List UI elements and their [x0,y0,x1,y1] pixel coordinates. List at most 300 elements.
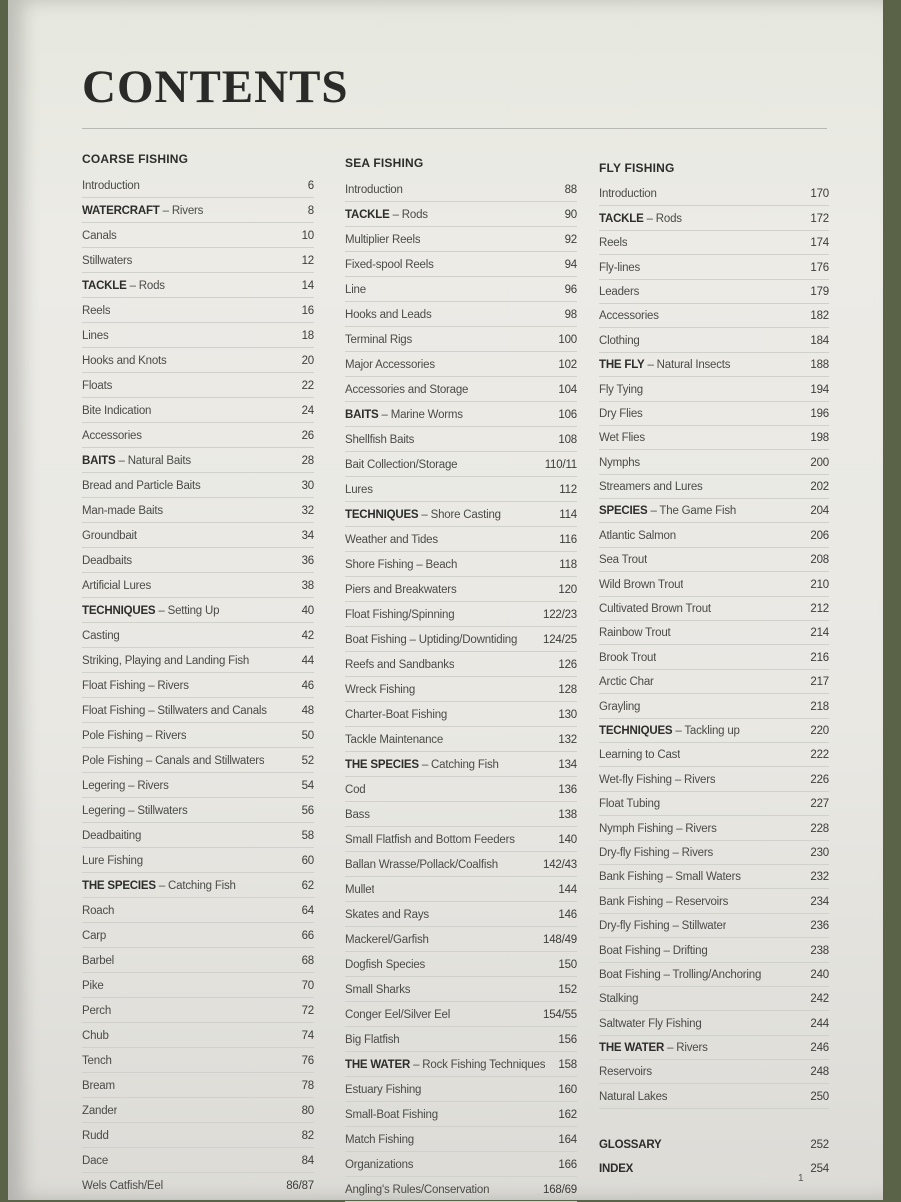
entry-title [345,429,414,451]
toc-entry [82,1123,314,1148]
entry-page-number: 166 [558,1159,577,1171]
entry-page-number: 184 [810,334,829,347]
entry-title [599,793,660,815]
entry-text: Small Flatfish and Bottom Feeders [345,834,515,846]
entry-page-number: 8 [307,205,314,217]
toc-entry [82,473,314,498]
entry-title [82,750,264,772]
entry-page-number: 14 [301,280,314,292]
entry-text: Rudd [82,1130,109,1142]
entry-title [345,854,498,876]
page-number: 1 [798,1173,804,1184]
entry-page-number: 32 [301,505,314,517]
entry-page-number: 206 [810,529,829,542]
entry-page-number: 76 [301,1055,314,1067]
entry-page-number: 228 [810,822,829,835]
entry-page-number: 226 [810,773,829,786]
entry-title [599,964,761,986]
section-heading: COARSE FISHING [82,152,189,166]
toc-entry [599,719,829,743]
entry-text: Arctic Char [599,676,654,689]
toc-column-coarse-fishing [82,150,314,1198]
entry-page-number: 24 [301,405,314,417]
entry-page-number: 216 [810,651,829,664]
toc-entry [599,450,829,474]
entry-page-number: 248 [810,1066,829,1079]
entry-text: – The Game Fish [647,505,737,518]
toc-entry [599,694,829,718]
entry-page-number: 72 [301,1005,314,1017]
entry-title [599,452,640,474]
toc-column-fly-fishing [599,159,829,1180]
entry-title [345,554,457,576]
entry-page-number: 110/11 [544,459,577,471]
entry-page-number: 70 [301,980,314,992]
toc-entry [82,748,314,773]
entry-text: Introduction [599,188,657,201]
entry-text: – Rods [389,209,428,221]
back-matter-list [599,1133,829,1180]
toc-list [599,182,829,1109]
entry-page-number: 144 [558,884,577,896]
entry-page-number: 46 [301,680,314,692]
entry-title [345,829,515,851]
toc-entry [82,973,314,998]
entry-title [345,654,454,676]
entry-text: Wreck Fishing [345,684,416,696]
entry-page-number: 48 [301,705,314,717]
toc-entry [599,645,829,669]
entry-text: Float Fishing/Spinning [345,609,455,621]
entry-page-number: 120 [558,584,577,596]
entry-text: Canals [82,230,117,242]
entry-page-number: 10 [301,230,314,242]
spacer [599,1109,829,1133]
toc-entry [82,523,314,548]
entry-page-number: 34 [301,530,314,542]
entry-text: Legering – Rivers [82,780,169,792]
toc-entry [82,698,314,723]
toc-entry [82,848,314,873]
entry-page-number: 227 [810,798,829,811]
entry-title [599,866,741,888]
entry-text: Groundbait [82,530,137,542]
toc-entry [82,1173,314,1198]
entry-page-number: 126 [558,659,577,671]
entry-title [599,500,736,522]
toc-entry [599,792,829,816]
entry-page-number: 204 [810,505,829,518]
entry-text: Tench [82,1055,112,1067]
entry-title [345,929,429,951]
entry-title [82,775,169,797]
entry-section-keyword: TECHNIQUES [82,605,156,617]
entry-section-keyword: SPECIES [599,505,648,518]
entry-title [82,450,191,472]
entry-title [599,1061,652,1083]
toc-entry [345,577,577,602]
entry-text: Bait Collection/Storage [345,459,458,471]
entry-text: Floats [82,380,113,392]
toc-entry [345,602,577,627]
entry-title [599,891,728,913]
entry-title [82,300,110,322]
entry-page-number: 254 [810,1162,829,1175]
entry-page-number: 208 [810,554,829,567]
toc-list [345,177,577,1202]
entry-title [345,1129,414,1151]
entry-title [82,1000,111,1022]
toc-entry [599,597,829,621]
entry-text: Deadbaits [82,555,132,567]
entry-title [345,1004,450,1026]
toc-entry [599,523,829,547]
entry-title [82,175,140,197]
entry-title [345,979,410,1001]
entry-text: Angling's Rules/Conservation [345,1184,490,1196]
entry-text: Multiplier Reels [345,234,421,246]
toc-entry [345,252,577,277]
entry-title [599,427,645,449]
toc-entry [82,423,314,448]
entry-title [345,1104,438,1126]
entry-title [345,1079,421,1101]
entry-page-number: 122/23 [543,609,577,621]
entry-section-keyword: THE SPECIES [345,759,419,771]
entry-text: Cultivated Brown Trout [599,603,711,616]
entry-text: Major Accessories [345,359,435,371]
entry-page-number: 100 [558,334,577,346]
entry-text: Accessories [82,430,142,442]
entry-text: – Catching Fish [155,880,236,892]
entry-text: Piers and Breakwaters [345,584,457,596]
toc-entry [599,1084,829,1108]
entry-text: Accessories [599,310,659,323]
entry-title [82,900,114,922]
entry-page-number: 232 [810,871,829,884]
toc-entry [599,499,829,523]
toc-entry [345,1077,577,1102]
toc-entry [345,1002,577,1027]
toc-entry [345,402,577,427]
toc-entry [599,621,829,645]
entry-title [82,625,120,647]
entry-page-number: 58 [301,830,314,842]
entry-text: Lines [82,330,109,342]
entry-page-number: 116 [559,534,577,546]
toc-entry [345,502,577,527]
entry-title [82,1100,117,1122]
toc-entry [82,673,314,698]
entry-page-number: 250 [810,1090,829,1103]
toc-entry [345,452,577,477]
entry-text: Bite Indication [82,405,152,417]
entry-text: Dace [82,1155,109,1167]
entry-page-number: 244 [810,1017,829,1030]
toc-entry [82,573,314,598]
toc-entry [345,727,577,752]
entry-title [599,818,717,840]
entry-text: Hooks and Knots [82,355,167,367]
entry-title [599,988,638,1010]
entry-text: Wild Brown Trout [599,578,684,591]
entry-text: – Rivers [159,205,204,217]
entry-title [599,208,682,230]
entry-page-number: 236 [810,920,829,933]
entry-text: Float Fishing – Stillwaters and Canals [82,705,267,717]
entry-page-number: 200 [810,456,829,469]
toc-entry [82,448,314,473]
toc-entry [82,398,314,423]
entry-page-number: 154/55 [543,1009,577,1021]
entry-text: Casting [82,630,120,642]
entry-title [599,403,643,425]
entry-page-number: 56 [301,805,314,817]
entry-title [82,650,249,672]
entry-page-number: 20 [301,355,314,367]
entry-title [345,479,373,501]
entry-page-number: 198 [810,432,829,445]
entry-title [82,1175,163,1197]
entry-text: Tackle Maintenance [345,734,444,746]
toc-entry [82,723,314,748]
entry-title [82,950,114,972]
toc-entry [599,182,829,206]
entry-page-number: 42 [301,630,314,642]
section-heading: SEA FISHING [345,156,424,170]
entry-text: – Natural Insects [644,359,731,372]
entry-title [345,754,499,776]
entry-text: Nymphs [599,456,640,469]
entry-title [345,504,501,526]
toc-entry [599,841,829,865]
entry-page-number: 210 [810,578,829,591]
entry-title [82,600,219,622]
entry-title [82,1075,115,1097]
entry-page-number: 220 [810,724,829,737]
toc-entry [599,426,829,450]
entry-text: – Rods [643,212,682,225]
entry-title [82,325,109,347]
entry-page-number: 78 [301,1080,314,1092]
entry-title [82,850,143,872]
toc-entry [345,852,577,877]
entry-title [82,1025,109,1047]
entry-page-number: 102 [558,359,577,371]
entry-title [599,281,639,303]
entry-title [82,800,188,822]
entry-title [599,696,640,718]
toc-entry [345,1152,577,1177]
toc-entry [345,627,577,652]
entry-section-keyword: TACKLE [345,209,390,221]
entry-page-number: 80 [301,1105,314,1117]
entry-text: Reels [82,305,111,317]
toc-entry [599,1133,829,1156]
entry-title [599,1037,708,1059]
entry-title [599,720,740,742]
toc-entry [82,273,314,298]
entry-page-number: 104 [558,384,577,396]
entry-page-number: 230 [810,846,829,859]
entry-section-keyword: TECHNIQUES [599,724,673,737]
entry-text: Weather and Tides [345,534,438,546]
entry-page-number: 88 [564,184,577,196]
entry-page-number: 28 [301,455,314,467]
toc-entry [599,889,829,913]
entry-text: Learning to Cast [599,749,681,762]
entry-text: Legering – Stillwaters [82,805,188,817]
entry-title [599,232,627,254]
toc-entry [345,552,577,577]
entry-title [345,904,429,926]
entry-title [599,549,647,571]
entry-text: Skates and Rays [345,909,429,921]
entry-page-number: 182 [810,310,829,323]
entry-title [599,1013,702,1035]
entry-title [82,875,236,897]
toc-entry [345,1102,577,1127]
entry-page-number: 172 [810,212,829,225]
toc-entry [599,572,829,596]
entry-title [345,704,447,726]
entry-title [345,529,438,551]
entry-title [599,183,657,205]
entry-text: Conger Eel/Silver Eel [345,1009,451,1021]
entry-title [345,1179,489,1201]
toc-entry [599,206,829,230]
entry-text: Striking, Playing and Landing Fish [82,655,250,667]
entry-title [345,1054,545,1076]
entry-title [345,629,517,651]
toc-entry [599,402,829,426]
toc-entry [345,1052,577,1077]
entry-title [345,229,420,251]
entry-page-number: 202 [810,481,829,494]
entry-title [599,257,640,279]
entry-text: Wet Flies [599,432,645,445]
toc-entry [599,1156,829,1179]
title-divider [82,128,827,129]
entry-title [599,1086,667,1108]
entry-text: Fly-lines [599,261,641,274]
entry-text: Pole Fishing – Rivers [82,730,187,742]
toc-entry [82,648,314,673]
toc-entry [82,198,314,223]
entry-section-keyword: TACKLE [599,212,644,225]
entry-section-keyword: THE SPECIES [82,880,156,892]
entry-page-number: 150 [558,959,577,971]
toc-entry [345,1177,577,1202]
entry-title [345,1154,413,1176]
entry-text: Charter-Boat Fishing [345,709,448,721]
entry-text: Cod [345,784,366,796]
entry-text: Natural Lakes [599,1090,668,1103]
toc-entry [345,1127,577,1152]
entry-title [82,525,137,547]
entry-text: Shore Fishing – Beach [345,559,458,571]
entry-title [345,1029,399,1051]
toc-entry [82,798,314,823]
entry-title [82,400,151,422]
entry-text: Ballan Wrasse/Pollack/Coalfish [345,859,498,871]
entry-text: Bank Fishing – Small Waters [599,871,741,884]
entry-page-number: 156 [558,1034,577,1046]
entry-title [82,350,167,372]
toc-entry [599,914,829,938]
entry-text: Perch [82,1005,112,1017]
entry-text: Stillwaters [82,255,133,267]
toc-entry [345,702,577,727]
entry-page-number: 168/69 [543,1184,577,1196]
entry-page-number: 86/87 [286,1180,314,1192]
toc-entry [599,767,829,791]
entry-page-number: 26 [301,430,314,442]
entry-text: Fixed-spool Reels [345,259,434,271]
toc-entry [82,548,314,573]
entry-page-number: 234 [810,895,829,908]
toc-entry [599,328,829,352]
entry-page-number: 252 [810,1139,829,1152]
entry-text: – Tackling up [672,724,740,737]
toc-entry [82,373,314,398]
entry-title [599,525,676,547]
entry-text: Line [345,284,366,296]
entry-section-keyword: THE WATER [599,1042,665,1055]
toc-entry [599,304,829,328]
entry-text: Shellfish Baits [345,434,415,446]
entry-text: – Rivers [664,1042,708,1055]
entry-text: Float Tubing [599,798,660,811]
toc-entry [345,802,577,827]
toc-entry [599,1060,829,1084]
entry-title [82,700,267,722]
toc-entry [599,475,829,499]
toc-entry [82,898,314,923]
entry-text: Man-made Baits [82,505,163,517]
entry-text: Mullet [345,884,375,896]
entry-page-number: 96 [564,284,577,296]
entry-page-number: 134 [558,759,577,771]
entry-title [599,574,683,596]
entry-text: Organizations [345,1159,414,1171]
toc-entry [82,1148,314,1173]
entry-text: Small Sharks [345,984,411,996]
entry-text: Boat Fishing – Trolling/Anchoring [599,968,762,981]
toc-entry [599,548,829,572]
entry-text: Saltwater Fly Fishing [599,1017,702,1030]
entry-section-keyword: BAITS [82,455,116,467]
entry-page-number: 240 [810,968,829,981]
entry-text: Boat Fishing – Drifting [599,944,708,957]
toc-entry [345,477,577,502]
entry-title [82,1150,108,1172]
toc-entry [345,827,577,852]
entry-text: Match Fishing [345,1134,414,1146]
entry-text: Terminal Rigs [345,334,413,346]
toc-entry [82,498,314,523]
entry-page-number: 136 [558,784,577,796]
toc-entry [82,298,314,323]
entry-text: – Setting Up [155,605,220,617]
entry-page-number: 112 [559,484,577,496]
entry-text: Estuary Fishing [345,1084,422,1096]
toc-entry [82,1098,314,1123]
page-title: CONTENTS [82,61,349,113]
entry-text: Bread and Particle Baits [82,480,201,492]
entry-text: Accessories and Storage [345,384,469,396]
entry-page-number: 52 [301,755,314,767]
